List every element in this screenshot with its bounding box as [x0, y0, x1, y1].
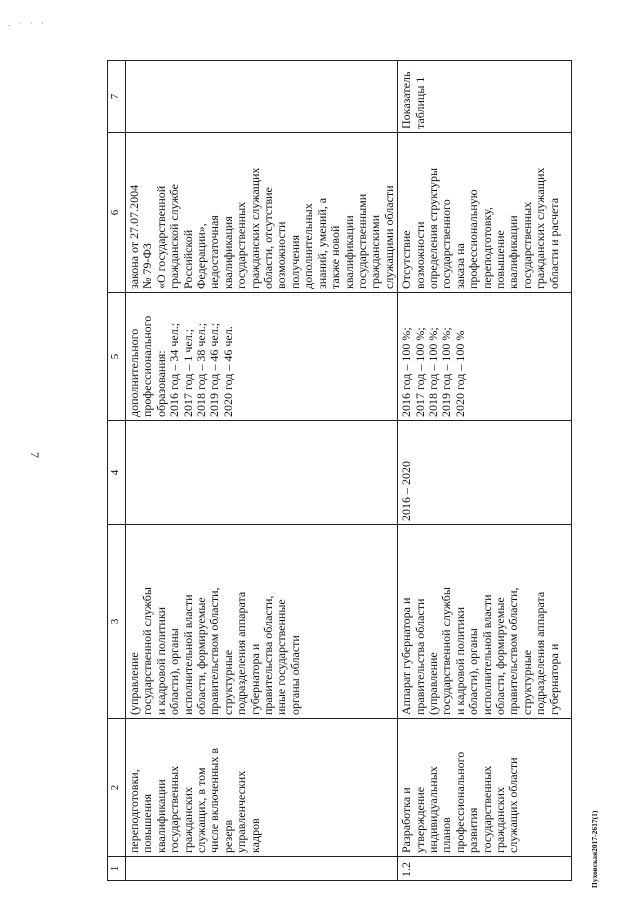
expected-result-cell: дополнительного профессионального образования: 2016 год – 34 чел.; 2017 год – 1 чел.; 2018 год – 38 чел.; 2019 год – 46 чел.; 2020 год – 46 чел. [126, 293, 398, 421]
rotated-table-page [107, 61, 572, 881]
indicator-link-cell: Показатель таблицы 1 [398, 61, 572, 133]
row-number-cell [126, 857, 398, 881]
period-cell: 2016 – 2020 [398, 421, 572, 525]
indicator-link-cell [126, 61, 398, 133]
table-row [126, 61, 398, 881]
column-number-3: 3 [108, 525, 126, 719]
consequences-cell: Отсутствие возможности определения структуры государственного заказа на профессиональную переподготовку, повышение квалификации государственных гражданских служащих области и расчета [398, 133, 572, 293]
expected-result-cell: 2016 год – 100 %; 2017 год – 100 %; 2018 год – 100 %; 2019 год – 100 %; 2020 год – 100 % [398, 293, 572, 421]
measure-name-cell: Разработка и утверждение индивидуальных планов профессионального развития государственных гражданских служащих области [398, 719, 572, 857]
row-number-cell: 1.2 [398, 857, 572, 881]
consequences-cell: закона от 27.07.2004 № 79-ФЗ «О государственной гражданской службе Российской Федерации», недостаточная квалификация государственных гражданских служащих области, отсутствие возможности получения дополнительных знаний, умений, а также новой квалификации государственными гражданскими служащими области [126, 133, 398, 293]
measure-name-cell: переподготовки, повышения квалификации государственных гражданских служащих, в том числе включенных в резерв управленческих кадров [126, 719, 398, 857]
period-cell [126, 421, 398, 525]
executor-cell: Аппарат губернатора и правительства области (управление государственной службы и кадровой политики области), органы исполнительной власти области, формируемые правительством области, структурные подразделения аппарата губернатора и [398, 525, 572, 719]
column-number-5: 5 [108, 293, 126, 421]
table-header-row [108, 61, 126, 881]
column-number-7: 7 [108, 61, 126, 133]
program-measures-table [107, 60, 572, 881]
column-number-4: 4 [108, 421, 126, 525]
executor-cell: (управление государственной службы и кадровой политики области), органы исполнительной власти области, формируемые правительством области, структурные подразделения аппарата губернатора и правительства области, иные государственные органы области [126, 525, 398, 719]
document-footer-code: Пуховская2017-2617(1) [590, 810, 599, 888]
column-number-6: 6 [108, 133, 126, 293]
table-row [398, 61, 572, 881]
scan-speckles: . · · · [8, 18, 47, 28]
column-number-1: 1 [108, 857, 126, 881]
column-number-2: 2 [108, 719, 126, 857]
page-number: 7 [28, 452, 42, 458]
